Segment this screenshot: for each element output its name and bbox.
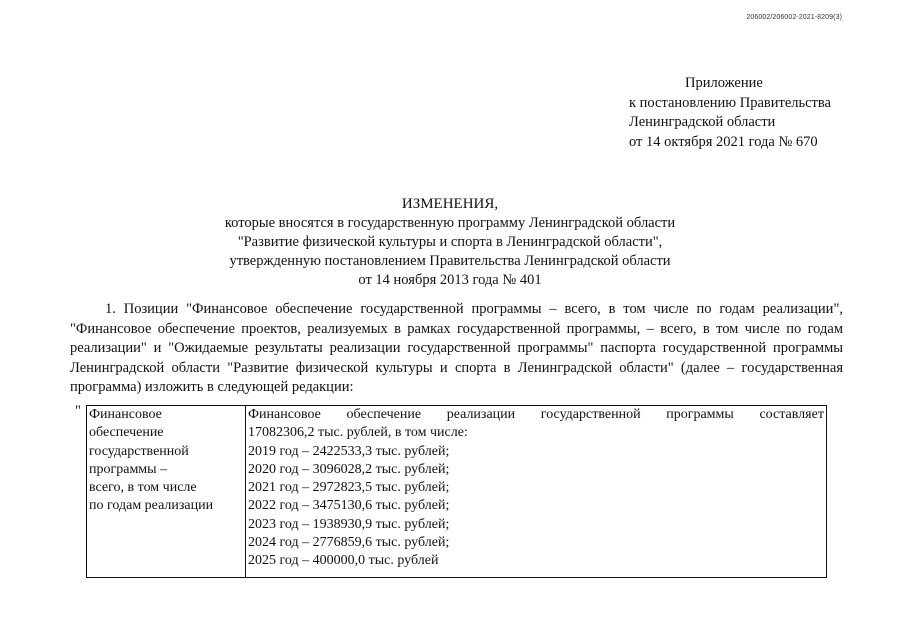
financing-year-line: 2025 год – 400000,0 тыс. рублей (248, 553, 439, 569)
table-row (87, 406, 827, 578)
financing-line: 17082306,2 тыс. рублей, в том числе: (248, 425, 468, 441)
position-label-line: по годам реализации (89, 498, 214, 514)
heading-line: "Развитие физической культуры и спорта в Ленинградской области", (237, 234, 663, 250)
appendix-line: Приложение (685, 75, 763, 91)
position-label-line: всего, в том числе (89, 480, 197, 496)
financing-year-line: 2024 год – 2776859,6 тыс. рублей; (248, 535, 450, 551)
financing-year-line: 2021 год – 2972823,5 тыс. рублей; (248, 480, 450, 496)
heading-line: утвержденную постановлением Правительства Ленинградской области (229, 253, 671, 269)
position-label-line: Финансовое (89, 407, 162, 422)
financing-word: Финансовое (248, 407, 321, 422)
financing-word: программы (666, 407, 734, 422)
financing-word: реализации (446, 407, 516, 422)
opening-quote: " (75, 403, 81, 419)
document-heading (200, 195, 700, 290)
position-label-cell (87, 406, 246, 578)
appendix-line: от 14 октября 2021 года № 670 (629, 133, 818, 150)
position-label-line: государственной (89, 443, 189, 459)
appendix-line: Ленинградской области (629, 114, 776, 130)
heading-title: ИЗМЕНЕНИЯ, (401, 196, 499, 212)
financing-year-line: 2020 год – 3096028,2 тыс. рублей; (248, 461, 450, 477)
financing-value-cell (246, 406, 827, 578)
financing-word: государственной (540, 407, 641, 422)
financing-word: обеспечение (346, 407, 422, 422)
appendix-block (629, 74, 831, 152)
appendix-line: к постановлению Правительства (629, 94, 831, 111)
financing-intro-line (248, 406, 824, 424)
heading-line: от 14 ноября 2013 года № 401 (358, 272, 542, 288)
financing-table (86, 405, 827, 578)
financing-year-line: 2019 год – 2422533,3 тыс. рублей; (248, 443, 450, 459)
heading-line: которые вносятся в государственную программу Ленинградской области (224, 215, 676, 231)
document-id: 206002/206002-2021-8209(3) (746, 14, 842, 21)
position-label-line: программы – (89, 461, 168, 477)
financing-year-line: 2023 год – 1938930,9 тыс. рублей; (248, 516, 450, 532)
body-paragraph: 1. Позиции "Финансовое обеспечение государственной программы – всего, в том числе по годам реализации", "Финансовое обеспечение проектов, реализуемых в рамках государственной программы, – всего, в том числе по годам реализации" и "Ожидаемые результаты реализации государственной программы" паспорта государственной программы Ленинградской области "Развитие физической культуры и спорта в Ленинградской области" (далее – государственная программа) изложить в следующей редакции: (70, 301, 843, 396)
position-label-line: обеспечение (89, 425, 164, 441)
financing-word: составляет (759, 407, 824, 422)
financing-year-line: 2022 год – 3475130,6 тыс. рублей; (248, 498, 450, 514)
